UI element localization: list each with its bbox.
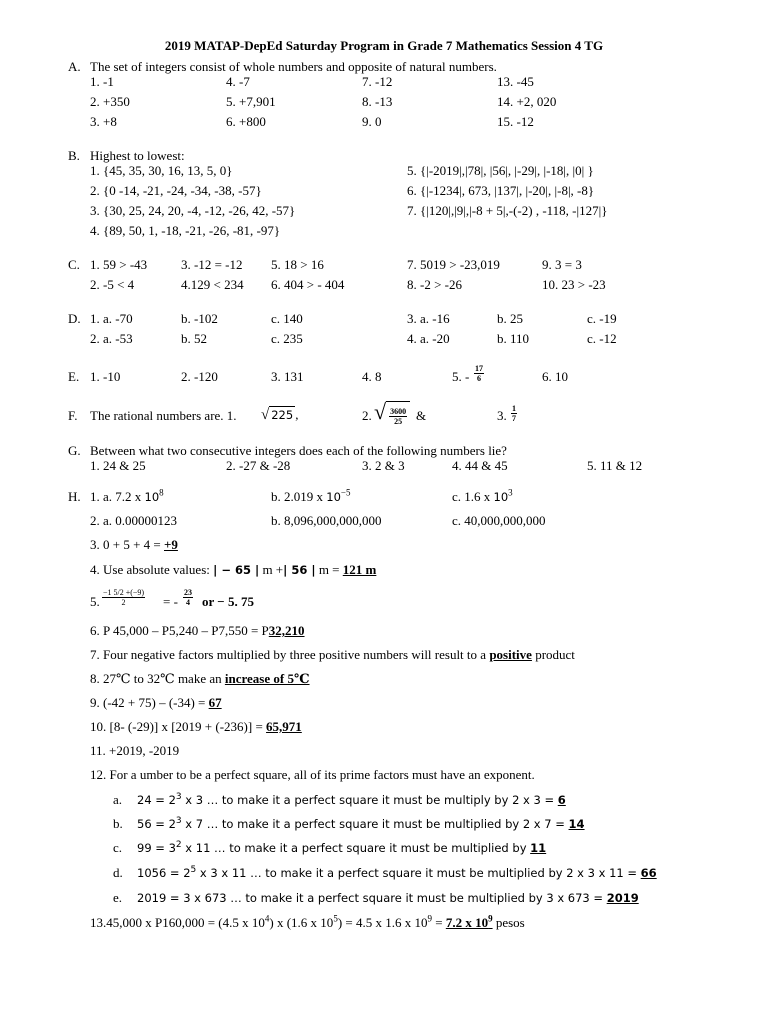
h3-answer: +9	[164, 537, 178, 552]
d-item: c. 235	[271, 331, 303, 346]
h9-answer: 67	[208, 695, 222, 710]
section-g-stem: Between what two consecutive integers does each of the following numbers lie?	[90, 443, 507, 458]
h1a-exp: 8	[159, 487, 164, 498]
h5-answer-fraction	[183, 588, 193, 607]
h13-eq: =	[435, 915, 443, 930]
section-g-letter: G.	[68, 443, 81, 458]
a-item: 15. -12	[497, 114, 534, 129]
h13-exp1: 4	[264, 913, 270, 924]
h13-answer	[446, 915, 493, 930]
e-frac-num: 17	[475, 364, 483, 373]
c-item: 8. -2 > -26	[407, 277, 462, 292]
b-item: 4. {89, 50, 1, -18, -21, -26, -81, -97}	[90, 223, 281, 238]
h12d-answer: 66	[640, 866, 657, 880]
h12a-exp: 3	[175, 792, 182, 803]
f-comma: ,	[295, 407, 299, 422]
a-item: 2. +350	[90, 94, 130, 109]
a-item: 6. +800	[226, 114, 266, 129]
h12a-letter: a.	[113, 792, 123, 807]
h12a	[137, 792, 566, 808]
d-item: 1. a. -70	[90, 311, 133, 326]
g-item: 3. 2 & 3	[362, 458, 405, 473]
b-item: 6. {|-1234|, 673, |137|, |-20|, |-8|, -8}	[407, 183, 595, 198]
h10-answer: 65,971	[266, 719, 302, 734]
section-e-letter: E.	[68, 369, 80, 384]
a-item: 5. +7,901	[226, 94, 276, 109]
h12d-exp: 5	[190, 865, 197, 876]
h13-text: 13.45,000 x P160,000 = (4.5 x 10	[90, 915, 265, 930]
section-a-letter: A.	[68, 59, 81, 74]
h7-answer: positive	[489, 647, 532, 662]
h5-den: 2	[121, 598, 126, 607]
h4-abs2: | 56 |	[283, 563, 316, 577]
g-item: 5. 11 & 12	[587, 458, 643, 473]
h12c-mid: x 11 … to make it a perfect square it must be multiplied by	[185, 841, 527, 855]
h5-or: or − 5. 75	[202, 594, 254, 609]
h7-post: product	[535, 647, 575, 662]
h1a-text: 1. a. 7.2 x	[90, 489, 142, 504]
h12b-mid: x 7 … to make it a perfect square it must be multiplied by 2 x 7 =	[185, 817, 565, 831]
h1a	[90, 489, 164, 505]
h13-exp3: 9	[427, 913, 432, 924]
f-item2-label: 2.	[362, 408, 372, 423]
h13-mid1: ) x (1.6 x 10	[269, 915, 334, 930]
g-item: 2. -27 & -28	[226, 458, 291, 473]
h10	[90, 719, 302, 735]
h6-answer: 32,210	[268, 623, 305, 638]
c-item: 4.129 < 234	[181, 277, 244, 292]
h12a-text: 24 = 2	[137, 793, 176, 807]
f-ampersand: &	[416, 408, 427, 423]
h12c-letter: c.	[113, 840, 123, 855]
h12c	[137, 840, 546, 856]
h4	[90, 562, 376, 578]
h1c-base: 10	[493, 490, 509, 504]
c-item: 3. -12 = -12	[181, 257, 243, 272]
h12a-answer: 6	[557, 793, 566, 807]
a-item: 14. +2, 020	[497, 94, 557, 109]
h6	[90, 623, 305, 639]
h8	[90, 671, 310, 687]
a-item: 4. -7	[226, 74, 250, 89]
h1c	[452, 489, 513, 505]
section-f-letter: F.	[68, 408, 78, 423]
h11: 11. +2019, -2019	[90, 743, 180, 758]
d-item: c. -19	[587, 311, 617, 326]
f-sqrt-225	[261, 406, 298, 423]
section-h-letter: H.	[68, 489, 81, 504]
h1c-exp: 3	[508, 487, 513, 498]
h8-answer: increase of 5℃	[224, 671, 310, 686]
a-item: 1. -1	[90, 74, 114, 89]
d-item: b. -102	[181, 311, 218, 326]
h3	[90, 537, 178, 553]
e-item: 2. -120	[181, 369, 218, 384]
h12e	[137, 890, 639, 906]
b-item: 2. {0 -14, -21, -24, -34, -38, -57}	[90, 183, 262, 198]
a-item: 9. 0	[362, 114, 382, 129]
e-item: 4. 8	[362, 369, 382, 384]
b-item: 7. {|120|,|9|,|-8 + 5|,-(-2) , -118, -|127|}	[407, 203, 608, 218]
h13-answer-base: 7.2 x 10	[445, 915, 489, 930]
h2a: 2. a. 0.00000123	[90, 513, 178, 528]
f-sqrt-fraction	[374, 400, 410, 428]
h13-answer-exp: 9	[488, 913, 493, 924]
e-item: 1. -10	[90, 369, 121, 384]
b-item: 3. {30, 25, 24, 20, -4, -12, -26, 42, -57}	[90, 203, 296, 218]
h1b-base: 10	[326, 490, 341, 504]
h12c-text: 99 = 3	[137, 841, 176, 855]
h7	[90, 647, 575, 663]
h12b-exp: 3	[175, 816, 182, 827]
page-title: 2019 MATAP-DepEd Saturday Program in Grade 7 Mathematics Session 4 TG	[164, 38, 604, 53]
h13-mid2: ) = 4.5 x 1.6 x 10	[337, 915, 428, 930]
h4-abs1: | − 65 |	[213, 563, 260, 577]
h5-eq: = -	[163, 594, 178, 609]
h1c-text: c. 1.6 x	[452, 489, 491, 504]
section-a-stem: The set of integers consist of whole numbers and opposite of natural numbers.	[90, 59, 497, 74]
section-d-letter: D.	[68, 311, 81, 326]
section-f-stem: The rational numbers are. 1.	[90, 408, 237, 423]
h4-mid: m +	[262, 562, 284, 577]
c-item: 6. 404 > - 404	[271, 277, 345, 292]
c-item: 7. 5019 > -23,019	[407, 257, 500, 272]
a-item: 13. -45	[497, 74, 534, 89]
c-item: 1. 59 > -43	[90, 257, 148, 272]
f-frac3-den: 7	[512, 414, 516, 423]
h4-answer: 121 m	[342, 562, 377, 577]
radical-icon: √	[261, 407, 270, 423]
h1b	[271, 489, 350, 505]
h2c: c. 40,000,000,000	[452, 513, 546, 528]
e-item: 3. 131	[271, 369, 304, 384]
d-item: c. 140	[271, 311, 303, 326]
radical-icon: √	[374, 399, 387, 424]
h5-ans-num: 23	[184, 588, 192, 597]
f-fraction-3	[511, 404, 517, 423]
section-b-stem: Highest to lowest:	[90, 148, 185, 163]
f-sqrt2-den: 25	[394, 416, 403, 426]
h9	[90, 695, 222, 711]
h2b: b. 8,096,000,000,000	[271, 513, 382, 528]
d-item: b. 25	[497, 311, 523, 326]
b-item: 5. {|-2019|,|78|, |56|, |-29|, |-18|, |0| }	[407, 163, 594, 178]
h1a-base: 10	[144, 490, 160, 504]
h12d-text: 1056 = 2	[137, 866, 191, 880]
h13-exp2: 5	[333, 913, 338, 924]
c-item: 2. -5 < 4	[90, 277, 135, 292]
a-item: 8. -13	[362, 94, 393, 109]
h4-m: m =	[318, 562, 340, 577]
section-c-letter: C.	[68, 257, 80, 272]
h4-text: 4. Use absolute values:	[90, 562, 210, 577]
a-item: 7. -12	[362, 74, 393, 89]
h5-label: 5.	[90, 594, 100, 609]
c-item: 9. 3 = 3	[542, 257, 582, 272]
d-item: c. -12	[587, 331, 617, 346]
h12d	[137, 865, 657, 881]
d-item: 2. a. -53	[90, 331, 133, 346]
h9-text: 9. (-42 + 75) – (-34) =	[90, 695, 206, 710]
g-item: 1. 24 & 25	[90, 458, 146, 473]
h3-text: 3. 0 + 5 + 4 =	[90, 537, 161, 552]
section-b-letter: B.	[68, 148, 80, 163]
c-item: 5. 18 > 16	[271, 257, 324, 272]
d-item: b. 52	[181, 331, 207, 346]
h12e-text: 2019 = 3 x 673 … to make it a perfect square it must be multiplied by 3 x 673 =	[137, 891, 604, 905]
h12b	[137, 816, 585, 832]
e-item: 6. 10	[542, 369, 568, 384]
h12e-answer: 2019	[606, 891, 639, 905]
h1b-text: b. 2.019 x	[271, 489, 323, 504]
h7-text: 7. Four negative factors multiplied by three positive numbers will result to a	[90, 647, 487, 662]
h12d-letter: d.	[113, 865, 123, 880]
h12a-mid: x 3 … to make it a perfect square it must be multiply by 2 x 3 =	[185, 793, 555, 807]
h12b-letter: b.	[113, 816, 123, 831]
d-item: b. 110	[497, 331, 530, 346]
h6-text: 6. P 45,000 – P5,240 – P7,550 = P	[90, 623, 269, 638]
h13-post: pesos	[495, 915, 525, 930]
b-item: 1. {45, 35, 30, 16, 13, 5, 0}	[90, 163, 233, 178]
d-item: 3. a. -16	[407, 311, 450, 326]
h12e-letter: e.	[113, 890, 123, 905]
e-item: 5. -	[452, 369, 470, 384]
h12b-text: 56 = 2	[137, 817, 176, 831]
h12c-exp: 2	[175, 840, 182, 851]
h12c-answer: 11	[530, 841, 547, 855]
h8-text: 8. 27℃ to 32℃ make an	[90, 671, 222, 686]
h1b-exp: −5	[340, 487, 351, 498]
h5-fraction	[102, 588, 145, 607]
f-sqrt1-value: 225	[271, 408, 294, 422]
h5-ans-den: 4	[186, 598, 190, 607]
e-fraction	[474, 364, 484, 383]
h5-num: −1 5/2 +(−9)	[103, 588, 145, 597]
h12b-answer: 14	[568, 817, 585, 831]
e-frac-den: 6	[477, 374, 481, 383]
f-sqrt2-num: 3600	[390, 406, 407, 416]
f-item3-label: 3.	[497, 408, 507, 423]
a-item: 3. +8	[90, 114, 117, 129]
d-item: 4. a. -20	[407, 331, 450, 346]
h10-text: 10. [8- (-29)] x [2019 + (-236)] =	[90, 719, 263, 734]
c-item: 10. 23 > -23	[542, 277, 606, 292]
g-item: 4. 44 & 45	[452, 458, 508, 473]
h13	[90, 915, 525, 931]
h12d-mid: x 3 x 11 … to make it a perfect square it must be multiplied by 2 x 3 x 11 =	[199, 866, 638, 880]
h12: 12. For a umber to be a perfect square, all of its prime factors must have an exponent.	[90, 767, 535, 782]
f-frac3-num: 1	[512, 404, 516, 413]
